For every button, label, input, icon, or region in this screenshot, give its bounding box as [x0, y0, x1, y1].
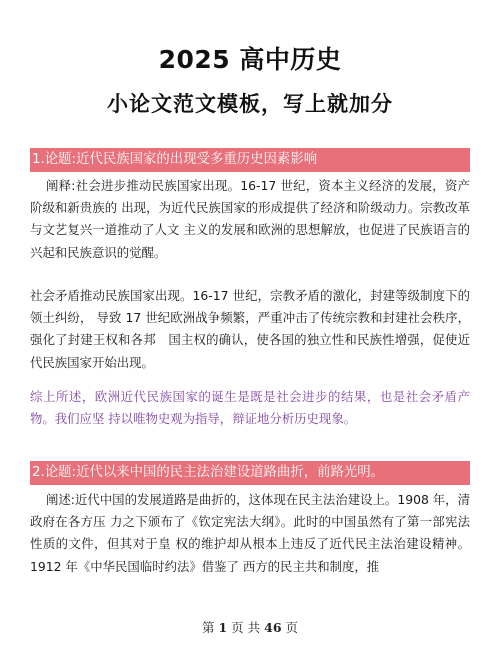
section-2-paragraph-1: 阐述:近代中国的发展道路是曲折的，这体现在民主法治建设上。1908 年，清政府在各方压 力之下颁布了《钦定宪法大纲》。此时的中国虽然有了第一部宪法性质的文件，但其对于皇 权的维护却从根本上违反了近代民主法治建设精神。1912 年《中华民国临时约法》借鉴了 西方的民主共和制度，推 — [30, 492, 470, 574]
page-subtitle: 小论文范文模板，写上就加分 — [107, 92, 393, 116]
section-2-heading: 2.论题:近代以来中国的民主法治建设道路曲折，前路光明。 — [30, 461, 470, 485]
page-current: 1 — [218, 620, 228, 635]
page-counter — [0, 618, 500, 636]
page-counter-middle: 页 共 — [231, 620, 261, 635]
section-1-heading: 1.论题:近代民族国家的出现受多重历史因素影响 — [30, 148, 470, 172]
page-counter-prefix: 第 — [201, 620, 215, 635]
page-total: 46 — [264, 620, 282, 635]
page-title: 2025 高中历史 — [158, 45, 342, 74]
section-1-conclusion: 综上所述，欧洲近代民族国家的诞生是既是社会进步的结果，也是社会矛盾产物。我们应坚 持以唯物史观为指导，辩证地分析历史现象。 — [30, 389, 470, 427]
page-counter-suffix: 页 — [285, 620, 299, 635]
section-1-paragraph-1: 阐释:社会进步推动民族国家出现。16-17 世纪，资本主义经济的发展，资产阶级和新贵族的 出现，为近代民族国家的形成提供了经济和阶级动力。宗教改革与文艺复兴一道推动了人文 主义的发展和欧洲的思想解放，也促进了民族语言的兴起和民族意识的觉醒。 — [30, 178, 470, 260]
section-1-paragraph-2: 社会矛盾推动民族国家出现。16-17 世纪，宗教矛盾的激化，封建等级制度下的领土纠纷， 导致 17 世纪欧洲战争频繁，严重冲击了传统宗教和封建社会秩序，强化了封建王权和各邦 国主权的确认，使各国的独立性和民族性增强，促使近代民族国家开始出现。 — [30, 288, 470, 370]
